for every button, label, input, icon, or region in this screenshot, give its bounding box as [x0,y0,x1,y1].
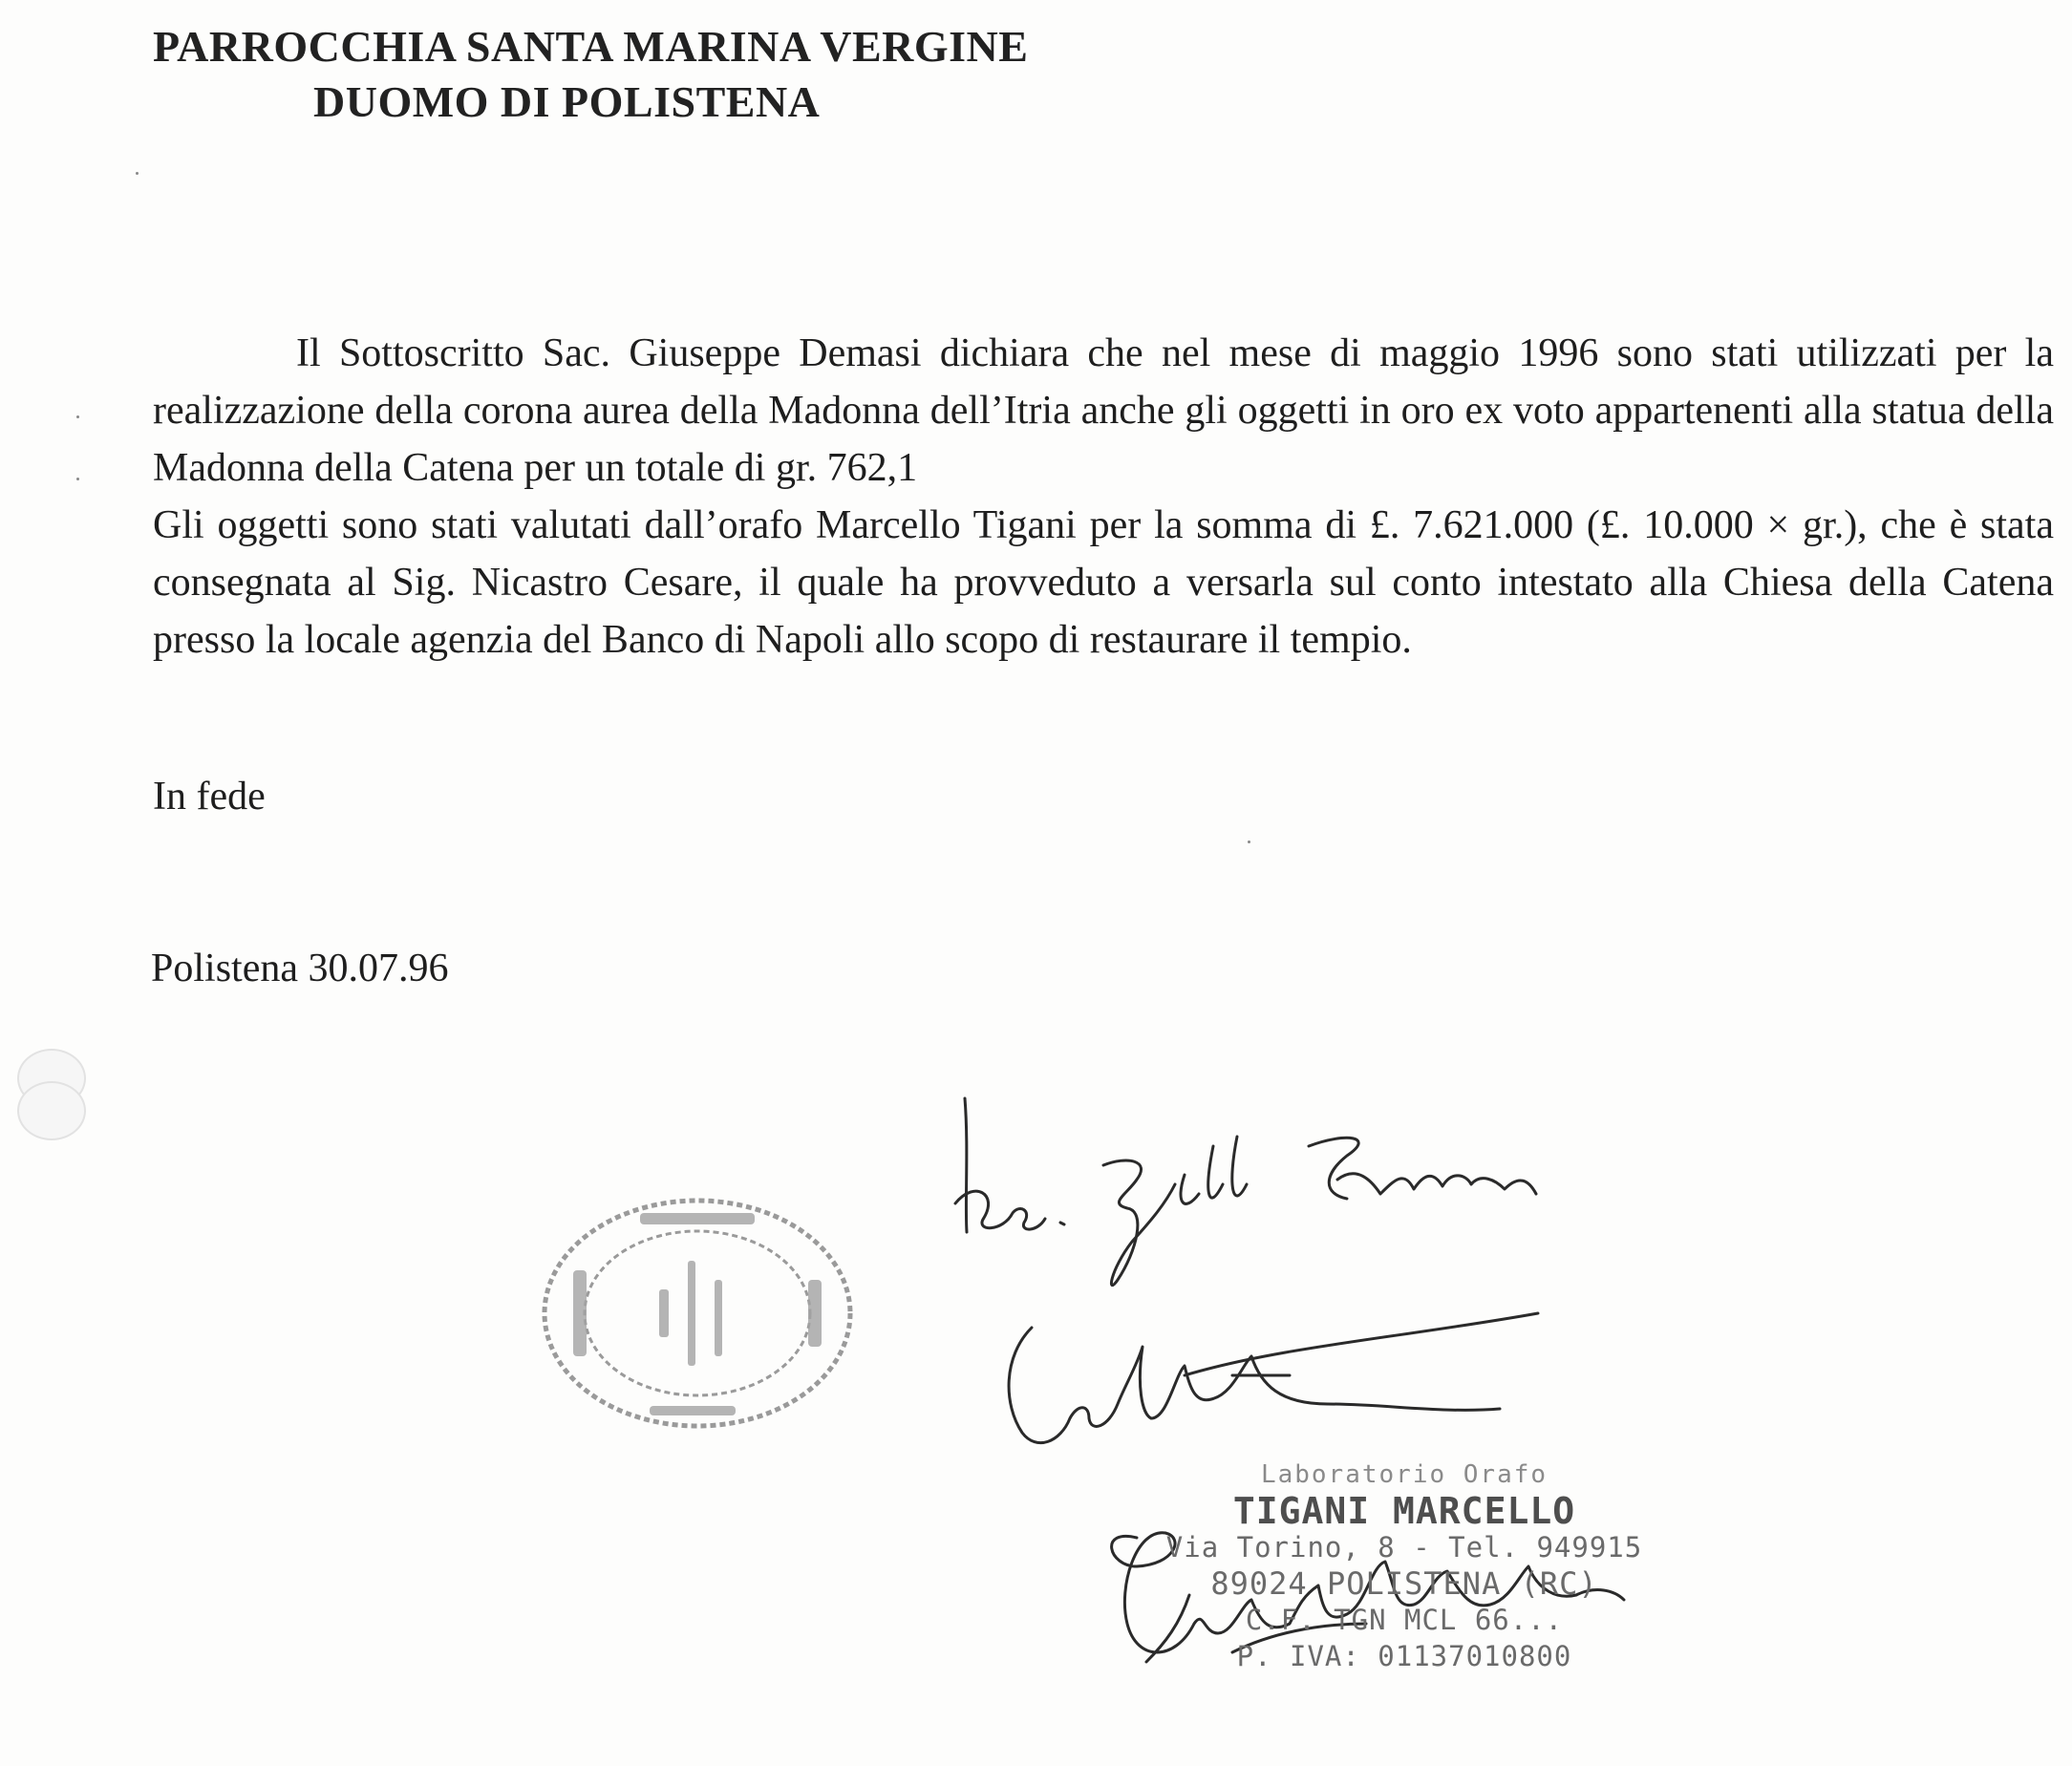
priest-signature [1309,1138,1536,1199]
treasurer-signature [1185,1313,1538,1375]
closing-formula: In fede [153,775,266,819]
priest-signature [955,1098,1064,1232]
goldsmith-stamp-name: TIGANI MARCELLO [1232,1490,1576,1532]
declaration-body [153,325,2054,669]
declaration-paragraph: Il Sottoscritto Sac. Giuseppe Demasi dichiara che nel mese di maggio 1996 sono stati utilizzati per la realizzazione della corona aurea della Madonna dell’Itria anche gli oggetti in oro ex voto appartenenti alla statua della Madonna della Catena per un totale di gr. 762,1 [153,331,2054,490]
parish-seal-icon [535,1184,860,1442]
goldsmith-stamp-type: Laboratorio Orafo [1260,1460,1549,1489]
church-name: DUOMO DI POLISTENA [313,77,821,126]
scan-speck [1248,840,1250,843]
goldsmith-stamp-vat: P. IVA: 01137010800 [1236,1640,1572,1672]
goldsmith-stamp-city: 89024 POLISTENA (RC) [1210,1565,1598,1602]
priest-signature [1103,1137,1247,1286]
parish-name: PARROCCHIA SANTA MARINA VERGINE [153,22,1029,71]
punch-hole [17,1081,86,1140]
valuation-paragraph: Gli oggetti sono stati valutati dall’orafo Marcello Tigani per la somma di £. 7.621.000 (£. 10.000 × gr.), che è stata consegnata al Sig. Nicastro Cesare, il quale ha provveduto a versarla sul conto intestato alla Chiesa della Catena presso la locale agenzia del Banco di Napoli allo scopo di restaurare il tempio. [153,503,2054,662]
scan-speck [76,478,79,480]
scan-speck [76,415,79,418]
goldsmith-stamp-taxcode: C.F. TGN MCL 66... [1245,1604,1564,1636]
treasurer-signature [1009,1328,1500,1443]
goldsmith-stamp [1137,1457,1672,1674]
goldsmith-stamp-address: Via Torino, 8 - Tel. 949915 [1165,1531,1643,1564]
place-and-date: Polistena 30.07.96 [151,947,449,990]
scan-speck [136,172,139,175]
